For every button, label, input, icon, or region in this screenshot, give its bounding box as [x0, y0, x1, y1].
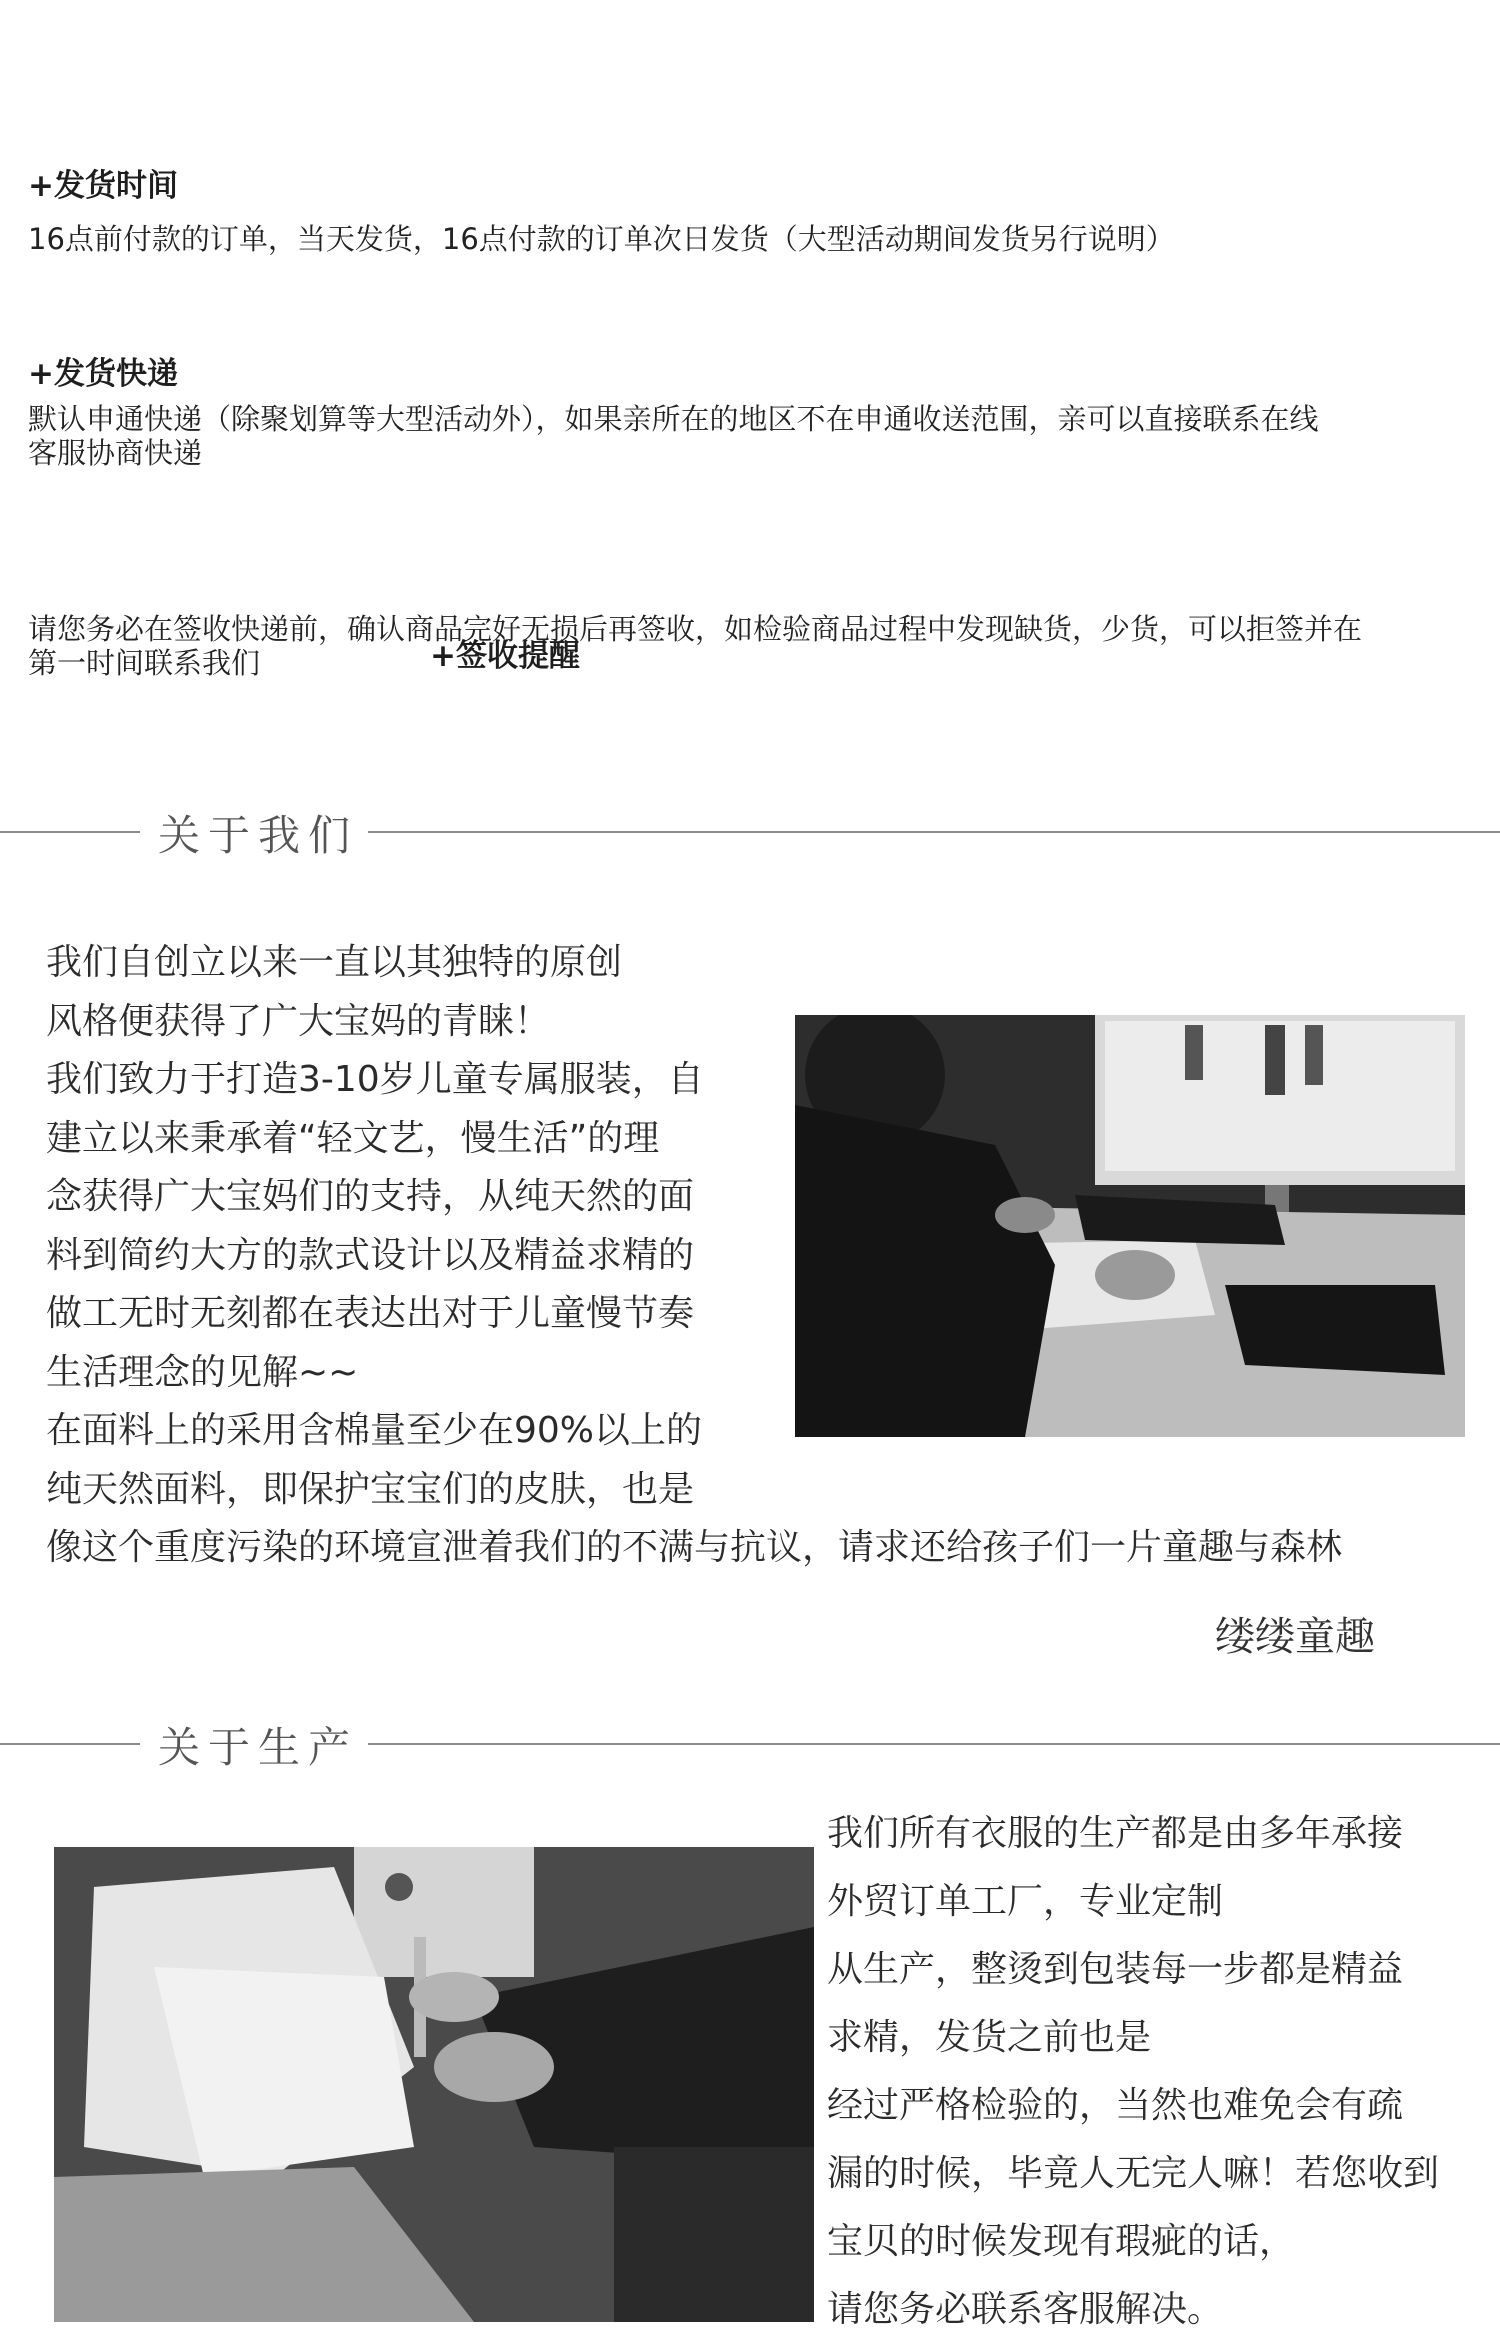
- shipping-express-line: 客服协商快递: [28, 436, 203, 470]
- about-us-line: 建立以来秉承着“轻文艺，慢生活”的理: [46, 1117, 660, 1159]
- sign-reminder-text: [28, 612, 1362, 680]
- about-production-line: 外贸订单工厂，专业定制: [827, 1881, 1224, 1922]
- about-us-line: 纯天然面料，即保护宝宝们的皮肤，也是: [46, 1468, 695, 1510]
- shipping-express-heading: +发货快递: [28, 356, 178, 392]
- about-us-line: 念获得广大宝妈们的支持，从纯天然的面: [46, 1176, 695, 1217]
- sign-reminder-line: 请您务必在签收快递前，确认商品完好无损后再签收，如检验商品过程中发现缺货，少货，可以拒签并在: [28, 612, 1363, 646]
- brand-signature: 缕缕童趣: [1215, 1614, 1375, 1660]
- about-us-line: 我们自创立以来一直以其独特的原创: [46, 942, 623, 983]
- about-us-title: 关于我们: [158, 811, 359, 860]
- about-us-line: 做工无时无刻都在表达出对于儿童慢节奏: [46, 1293, 695, 1334]
- about-production-line: 宝贝的时候发现有瑕疵的话，: [827, 2221, 1296, 2262]
- divider-left: [0, 831, 140, 833]
- divider-right: [368, 1743, 1500, 1745]
- about-production-line: 我们所有衣服的生产都是由多年承接: [827, 1813, 1404, 1854]
- shipping-time-heading: +发货时间: [28, 168, 178, 204]
- about-us-line: 在面料上的采用含棉量至少在90%以上的: [46, 1410, 703, 1451]
- about-production-line: 经过严格检验的，当然也难免会有疏: [827, 2085, 1404, 2126]
- sign-reminder-heading: +签收提醒: [430, 638, 580, 674]
- divider-right: [368, 831, 1500, 833]
- about-production-title: 关于生产: [158, 1723, 359, 1772]
- sewing-photo: [54, 1847, 814, 2322]
- about-production-line: 从生产，整烫到包装每一步都是精益: [827, 1949, 1404, 1990]
- about-us-line: 像这个重度污染的环境宣泄着我们的不满与抗议，请求还给孩子们一片童趣与森林: [46, 1527, 1343, 1568]
- divider-left: [0, 1743, 140, 1745]
- about-production-text: [827, 1800, 1439, 2344]
- about-us-line: 风格便获得了广大宝妈的青睐！: [46, 1000, 551, 1042]
- about-production-line: 请您务必联系客服解决。: [827, 2289, 1224, 2330]
- shipping-express-line: 默认申通快递（除聚划算等大型活动外），如果亲所在的地区不在申通收送范围，亲可以直接联系在线: [28, 402, 1319, 436]
- about-us-line: 料到简约大方的款式设计以及精益求精的: [46, 1234, 695, 1276]
- about-production-line: 漏的时候，毕竟人无完人嘛！若您收到: [827, 2153, 1440, 2194]
- about-us-line: 生活理念的见解~~: [46, 1351, 359, 1393]
- designer-photo: [795, 1015, 1465, 1437]
- about-us-line: 我们致力于打造3-10岁儿童专属服装，自: [46, 1059, 704, 1100]
- shipping-express-text: [28, 402, 1319, 470]
- sign-reminder-line: 第一时间联系我们: [28, 646, 261, 680]
- about-production-line: 求精，发货之前也是: [827, 2017, 1152, 2058]
- shipping-time-text: 16点前付款的订单，当天发货，16点付款的订单次日发货（大型活动期间发货另行说明）: [28, 222, 1175, 256]
